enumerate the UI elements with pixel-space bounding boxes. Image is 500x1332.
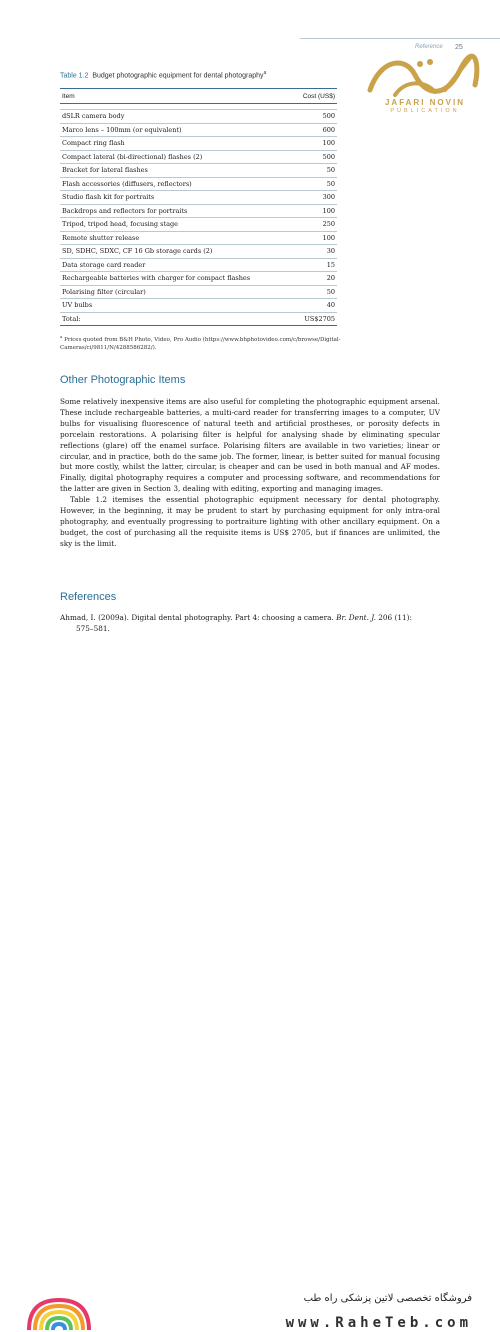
- table-header-row: [60, 89, 337, 104]
- footnote-text: Prices quoted from B&H Photo, Video, Pro Audio (https://www.bhphotovideo.com/c/browse/Digital-Cameras/ci/9811/N/4288586282/).: [60, 336, 341, 351]
- table-row: [60, 177, 337, 191]
- section-heading-references: References: [60, 591, 117, 603]
- running-header: Reference: [415, 44, 443, 50]
- item-cell: Compact lateral (bi-directional) flashes (2): [60, 150, 293, 164]
- cost-cell: 15: [293, 258, 337, 272]
- table-number: Table 1.2: [60, 72, 89, 80]
- table-row: [60, 164, 337, 178]
- table-row: [60, 204, 337, 218]
- table-row: [60, 231, 337, 245]
- table-row: [60, 110, 337, 124]
- table-row: [60, 299, 337, 313]
- table-caption: [60, 70, 266, 79]
- item-cell: Tripod, tripod head, focusing stage: [60, 218, 293, 232]
- item-cell: Bracket for lateral flashes: [60, 164, 293, 178]
- cost-cell: 500: [293, 110, 337, 124]
- cost-cell: 600: [293, 123, 337, 137]
- section-body: [60, 397, 440, 550]
- cost-cell: 30: [293, 245, 337, 259]
- paragraph: Table 1.2 itemises the essential photographic equipment necessary for dental photography. However, in the beginning, it may be prudent to start by purchasing equipment for only intra-oral photography, and eventually progressing to portraiture lighting with other ancillary equipment. On a budget, the cost of purchasing all the requisite items is US$ 2705, but if finances are unlimited, the sky is the limit.: [60, 495, 440, 548]
- publisher-name: JAFARI NOVIN: [384, 98, 465, 107]
- table-row: [60, 258, 337, 272]
- total-label: Total:: [60, 312, 293, 326]
- column-header-cost: Cost (US$): [293, 89, 337, 104]
- column-header-item: Item: [60, 89, 293, 104]
- table-caption-footnote-mark: a: [263, 70, 267, 76]
- cost-cell: 20: [293, 272, 337, 286]
- paragraph: Some relatively inexpensive items are also useful for completing the photographic equipment arsenal. These include rechargeable batteries, a multi-card reader for transferring images to a computer, UV bulbs for visualising fluorescence of natural teeth and artificial prostheses, or porosity defects in porcelain restorations. A polarising filter is helpful for analysing shade by eliminating specular reflections (glare) off the enamel surface. Polarising filters are available in two varieties; linear or circular, and in practice, both do the same job. The former, linear, is better suited for manual focusing but more costly, whilst the latter, circular, is cheaper and can be used in both manual and AF modes. Finally, digital photography requires a computer and processing software, and recommendations for the latter are given in Section 3, dealing with editing, exporting and managing images.: [60, 397, 440, 494]
- table-row: [60, 137, 337, 151]
- table-row: [60, 218, 337, 232]
- table-row: [60, 150, 337, 164]
- table-body: [60, 104, 337, 326]
- store-banner: [0, 640, 500, 1331]
- header-rule: [300, 38, 500, 39]
- item-cell: dSLR camera body: [60, 110, 293, 124]
- item-cell: Remote shutter release: [60, 231, 293, 245]
- reference-entry: [60, 612, 440, 634]
- cost-cell: 100: [293, 137, 337, 151]
- table-row: [60, 272, 337, 286]
- page-number: 25: [455, 44, 463, 51]
- item-cell: Compact ring flash: [60, 137, 293, 151]
- item-cell: Marco lens – 100mm (or equivalent): [60, 123, 293, 137]
- table-total-row: [60, 312, 337, 326]
- cost-cell: 50: [293, 164, 337, 178]
- store-name: فروشگاه تخصصی لاتین پزشکی راه طب: [303, 1293, 472, 1304]
- table-title: Budget photographic equipment for dental photography: [92, 72, 264, 80]
- item-cell: Polarising filter (circular): [60, 285, 293, 299]
- reference-pages: 575–581.: [76, 624, 110, 633]
- item-cell: Studio flash kit for portraits: [60, 191, 293, 205]
- footnote-mark: a: [60, 334, 63, 339]
- table-row: [60, 191, 337, 205]
- item-cell: Flash accessories (diffusers, reflectors): [60, 177, 293, 191]
- item-cell: UV bulbs: [60, 299, 293, 313]
- table-row: [60, 285, 337, 299]
- section-heading-other-items: Other Photographic Items: [60, 374, 186, 386]
- item-cell: SD, SDHC, SDXC, CF 16 Gb storage cards (2): [60, 245, 293, 259]
- reference-journal: Br. Dent. J.: [336, 613, 376, 622]
- store-website-link[interactable]: www.RaheTeb.com: [285, 1315, 472, 1331]
- reference-volume: 206 (11):: [375, 613, 412, 622]
- table-footnote: [60, 333, 350, 352]
- cost-cell: 40: [293, 299, 337, 313]
- equipment-table: [60, 88, 337, 326]
- cost-cell: 250: [293, 218, 337, 232]
- cost-cell: 500: [293, 150, 337, 164]
- item-cell: Data storage card reader: [60, 258, 293, 272]
- rainbow-logo-icon: [14, 1292, 104, 1332]
- total-value: US$2705: [293, 312, 337, 326]
- cost-cell: 300: [293, 191, 337, 205]
- cost-cell: 100: [293, 231, 337, 245]
- table-row: [60, 123, 337, 137]
- item-cell: Backdrops and reflectors for portraits: [60, 204, 293, 218]
- cost-cell: 50: [293, 285, 337, 299]
- table-row: [60, 245, 337, 259]
- reference-authors-title: Ahmad, I. (2009a). Digital dental photography. Part 4: choosing a camera.: [60, 613, 337, 622]
- cost-cell: 50: [293, 177, 337, 191]
- cost-cell: 100: [293, 204, 337, 218]
- publisher-subtitle: PUBLICATION: [390, 108, 460, 114]
- item-cell: Rechargeable batteries with charger for compact flashes: [60, 272, 293, 286]
